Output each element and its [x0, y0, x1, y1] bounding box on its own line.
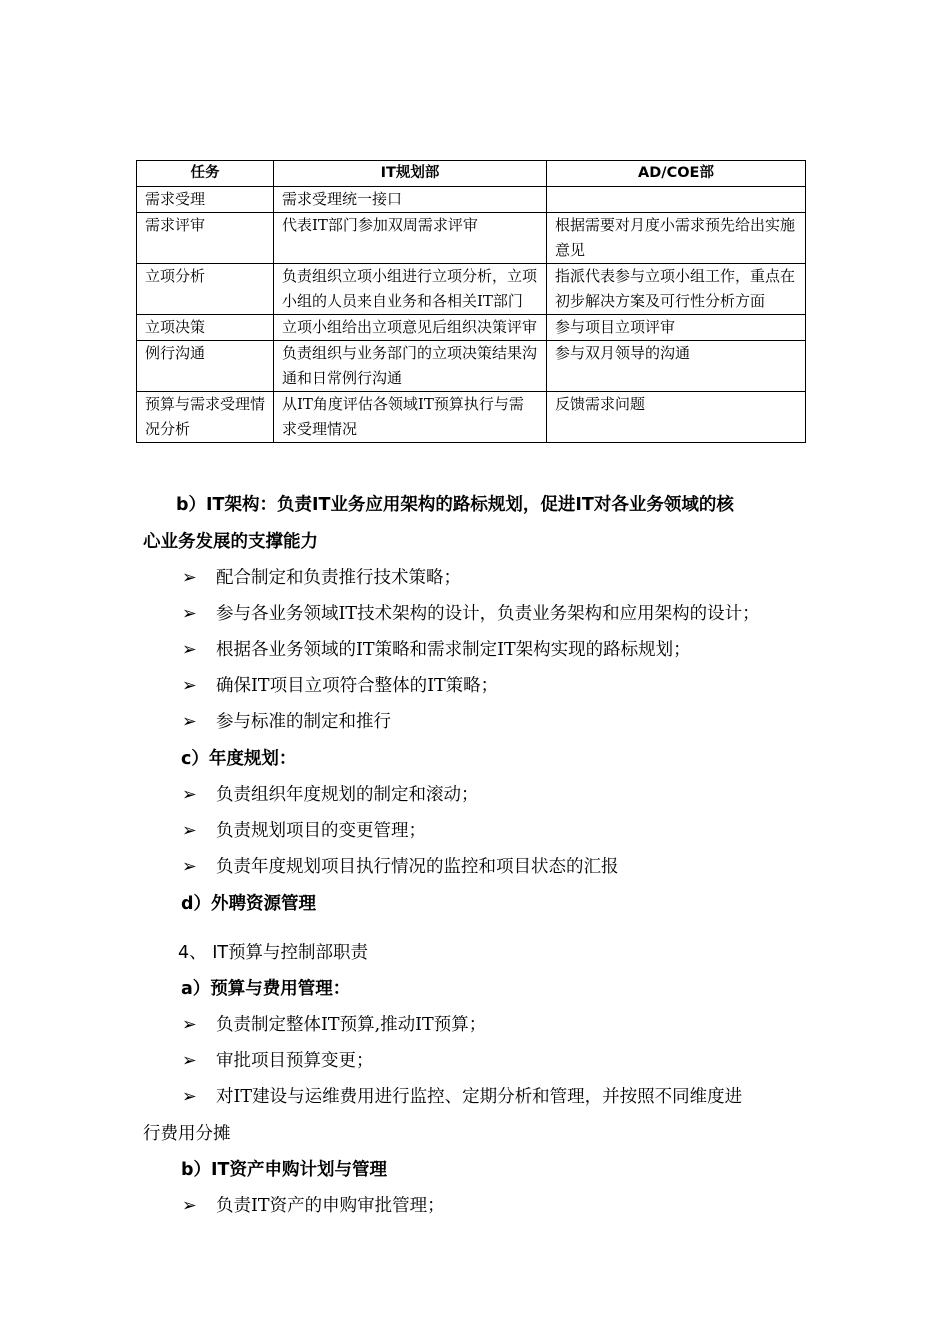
table-cell: 参与双月领导的沟通 [547, 341, 806, 392]
bullet-arrow-icon: ➢ [182, 857, 197, 877]
table-header-row [137, 161, 806, 187]
section-4a-title: a）预算与费用管理： [181, 979, 351, 999]
table-cell: 预算与需求受理情况分析 [137, 392, 274, 443]
list-item: ➢ 负责规划项目的变更管理； [182, 818, 426, 844]
table-cell: 根据需要对月度小需求预先给出实施意见 [547, 213, 806, 264]
list-item: ➢ 负责组织年度规划的制定和滚动； [182, 782, 479, 808]
table-row [137, 315, 806, 341]
table-cell: 反馈需求问题 [547, 392, 806, 443]
bullet-arrow-icon: ➢ [182, 568, 197, 588]
table-row [137, 392, 806, 443]
section-c-title: c）年度规划： [181, 749, 297, 769]
list-item: ➢ 配合制定和负责推行技术策略； [182, 565, 461, 591]
table-cell: 立项小组给出立项意见后组织决策评审 [274, 315, 547, 341]
table-row [137, 264, 806, 315]
table-cell: 从IT角度评估各领域IT预算执行与需求受理情况 [274, 392, 547, 443]
list-item: ➢ 参与标准的制定和推行 [182, 709, 391, 735]
table-cell: 参与项目立项评审 [547, 315, 806, 341]
table-cell: 负责组织立项小组进行立项分析，立项小组的人员来自业务和各相关IT部门 [274, 264, 547, 315]
bullet-arrow-icon: ➢ [182, 640, 197, 660]
table-cell [547, 187, 806, 213]
list-item: ➢ 审批项目预算变更； [182, 1048, 374, 1074]
table-cell: 需求评审 [137, 213, 274, 264]
list-item: ➢ 根据各业务领域的IT策略和需求制定IT架构实现的路标规划； [182, 637, 691, 663]
list-item-continuation: 行费用分摊 [143, 1124, 231, 1144]
table-row [137, 213, 806, 264]
table-cell: 立项分析 [137, 264, 274, 315]
section-b-title-line1: b）IT架构：负责IT业务应用架构的路标规划，促进IT对各业务领域的核 [176, 495, 734, 515]
table-row [137, 341, 806, 392]
table-cell: 负责组织与业务部门的立项决策结果沟通和日常例行沟通 [274, 341, 547, 392]
table-cell: 立项决策 [137, 315, 274, 341]
section-4b-title: b）IT资产申购计划与管理 [181, 1160, 387, 1180]
bullet-arrow-icon: ➢ [182, 604, 197, 624]
table-cell: 代表IT部门参加双周需求评审 [274, 213, 547, 264]
list-item: ➢ 负责制定整体IT预算,推动IT预算； [182, 1012, 486, 1038]
table-cell: 需求受理 [137, 187, 274, 213]
list-item: ➢ 确保IT项目立项符合整体的IT策略； [182, 673, 498, 699]
list-item: ➢ 负责年度规划项目执行情况的监控和项目状态的汇报 [182, 854, 619, 880]
table-cell: 指派代表参与立项小组工作，重点在初步解决方案及可行性分析方面 [547, 264, 806, 315]
column-header-ad-coe: AD/COE部 [547, 161, 806, 187]
list-item: ➢ 对IT建设与运维费用进行监控、定期分析和管理，并按照不同维度进 [182, 1084, 742, 1110]
section-b-title-line2: 心业务发展的支撑能力 [143, 532, 318, 552]
table-cell: 需求受理统一接口 [274, 187, 547, 213]
bullet-arrow-icon: ➢ [182, 712, 197, 732]
bullet-arrow-icon: ➢ [182, 1051, 197, 1071]
responsibility-table [136, 160, 806, 443]
bullet-arrow-icon: ➢ [182, 1087, 197, 1107]
table-cell: 例行沟通 [137, 341, 274, 392]
list-item: ➢ 负责IT资产的申购审批管理； [182, 1193, 445, 1219]
column-header-it-planning: IT规划部 [274, 161, 547, 187]
bullet-arrow-icon: ➢ [182, 1015, 197, 1035]
bullet-arrow-icon: ➢ [182, 676, 197, 696]
table-row [137, 187, 806, 213]
bullet-arrow-icon: ➢ [182, 1196, 197, 1216]
list-item: ➢ 参与各业务领域IT技术架构的设计，负责业务架构和应用架构的设计； [182, 601, 760, 627]
bullet-arrow-icon: ➢ [182, 821, 197, 841]
column-header-task: 任务 [137, 161, 274, 187]
section-4-heading: 4、 IT预算与控制部职责 [178, 943, 369, 963]
section-d-title: d）外聘资源管理 [181, 894, 317, 914]
bullet-arrow-icon: ➢ [182, 785, 197, 805]
